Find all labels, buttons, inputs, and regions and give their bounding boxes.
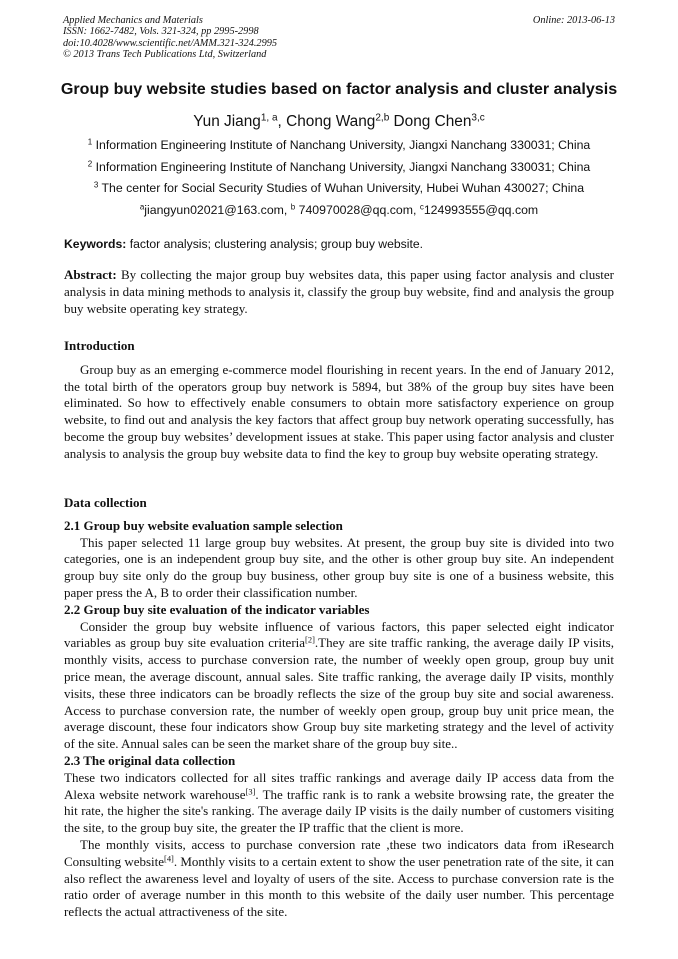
email-address: 124993555@qq.com (423, 203, 539, 217)
affiliation-text: Information Engineering Institute of Nanchang University, Jiangxi Nanchang 330031; China (92, 160, 591, 174)
affiliation-number: 3 (93, 180, 99, 190)
email-address: jiangyun02021@163.com, (144, 203, 291, 217)
citation-ref: [4] (164, 853, 174, 864)
section-2-2-text-a: Consider the group buy website influence of various factors, this paper selected eight indicator variables as group buy site evaluation criteria (64, 618, 614, 651)
abstract-text: By collecting the major group buy websites data, this paper using factor analysis and cluster analysis in data mining methods to analysis it, classify the group buy website, find and analysis the group buy website operating key strategy. (64, 267, 614, 316)
affiliation-3 (0, 181, 678, 195)
affiliation-number: 1 (87, 137, 93, 147)
author-superscript: 3,c (471, 112, 485, 124)
keywords (64, 237, 614, 251)
section-2-2-text-b: .They are site traffic ranking, the average daily IP visits, monthly visits, access to purchase conversion rate, the number of weekly open group, group buy unit price mean, the average discount, annual sales. Site traffic ranking, the average daily IP visits, monthly visits, these three indicators can be broadly reflects the size of the group buy site and social awareness. Access to purchase conversion rate, the number of weekly open group, group buy unit price mean, the average discount, these four indicators show Group buy site marketing strategy and the level of activity of the site. Annual sales can be seen the market share of the group buy site.. (64, 635, 614, 752)
data-collection-heading: Data collection (64, 495, 147, 510)
section-2-3-paragraph-1 (64, 770, 614, 837)
citation-ref: [3] (245, 785, 256, 796)
section-2-1-heading: 2.1 Group buy website evaluation sample selection (64, 517, 343, 533)
section-2-2-body (64, 619, 614, 753)
affiliation-number: 2 (87, 159, 93, 169)
author-superscript: 1, a (260, 112, 278, 124)
section-2-3-paragraph-2 (64, 837, 614, 921)
author-name: Chong Wang (286, 113, 376, 130)
email-address: 740970028@qq.com, (295, 203, 420, 217)
citation-ref: [2] (305, 634, 315, 645)
abstract-label: Abstract: (64, 267, 117, 282)
keywords-text: factor analysis; clustering analysis; group buy website. (126, 237, 424, 251)
keywords-label: Keywords: (64, 237, 127, 251)
affiliation-1 (0, 138, 678, 152)
author-separator: , (277, 113, 287, 130)
journal-name: Applied Mechanics and Materials (63, 15, 203, 26)
author-name: Yun Jiang (193, 113, 261, 130)
author-superscript: 2,b (375, 112, 390, 124)
issn-line: ISSN: 1662-7482, Vols. 321-324, pp 2995-2998 (63, 26, 259, 38)
introduction-section (64, 338, 614, 463)
section-2-3-text-d: . Monthly visits to a certain extent to show the user penetration rate of the site, it can also reflect the awareness level and loyalty of users of the site. Access to purchase conversion rate is the ratio order of average number in this month to this website of the daily user number. This percentage reflects the actual attractiveness of the site. (64, 853, 614, 920)
data-collection-section (64, 495, 614, 921)
section-2-1-body: This paper selected 11 large group buy websites. At present, the group buy site is divided into two categories, one is an independent group buy site, and the other is other group buy site. An independent group buy site only do the group buy business, other group buy site is one of a business website, this paper press the A, B to order their classification number. (64, 534, 614, 600)
doi-line: doi:10.4028/www.scientific.net/AMM.321-324.2995 (63, 37, 278, 49)
introduction-heading: Introduction (64, 338, 135, 353)
section-2-3-text-b: . The traffic rank is to rank a website browsing rate, the greater the hit rate, the higher the site's ranking. The average daily IP visits is the daily number of customers visiting the site, to the group buy site, the greater the IP traffic that the client is more. (64, 786, 615, 836)
email-line (0, 203, 678, 217)
affiliation-text: The center for Social Security Studies of Wuhan University, Hubei Wuhan 430027; China (98, 181, 585, 195)
affiliation-text: Information Engineering Institute of Nanchang University, Jiangxi Nanchang 330031; China (92, 138, 591, 152)
section-2-3-heading: 2.3 The original data collection (64, 752, 236, 768)
paper-title: Group buy website studies based on factor analysis and cluster analysis (60, 80, 618, 98)
section-2-3-text-a: These two indicators collected for all sites traffic rankings and average daily IP access data from the Alexa website network warehouse (64, 769, 614, 802)
email-superscript: b (290, 202, 296, 212)
section-2-3-text-c: The monthly visits, access to purchase conversion rate ,these two indicators data from iResearch Consulting website (64, 836, 614, 869)
abstract (64, 267, 614, 317)
copyright-line: © 2013 Trans Tech Publications Ltd, Switzerland (63, 49, 267, 61)
email-superscript: a (139, 202, 145, 212)
journal-header (63, 15, 615, 61)
online-date: Online: 2013-06-13 (532, 15, 615, 26)
affiliation-2 (0, 160, 678, 174)
introduction-body: Group buy as an emerging e-commerce model flourishing in recent years. In the end of January 2012, the total birth of the operators group buy network is 5894, but 38% of the group buy sites have been eliminated. So how to effectively enable consumers to obtain more satisfactory experience on group website, to find out and analysis the key factors that affect group buy network operating successfully, has become the group buy websites’ development issues at stake. This paper using factor analysis and cluster analysis to analysis the group buy website data to find the key to group buy website operating strategy. (64, 361, 614, 461)
email-superscript: c (419, 202, 424, 212)
section-2-2-heading: 2.2 Group buy site evaluation of the indicator variables (64, 601, 370, 617)
author-name: Dong Chen (389, 113, 472, 130)
author-list (0, 113, 678, 131)
